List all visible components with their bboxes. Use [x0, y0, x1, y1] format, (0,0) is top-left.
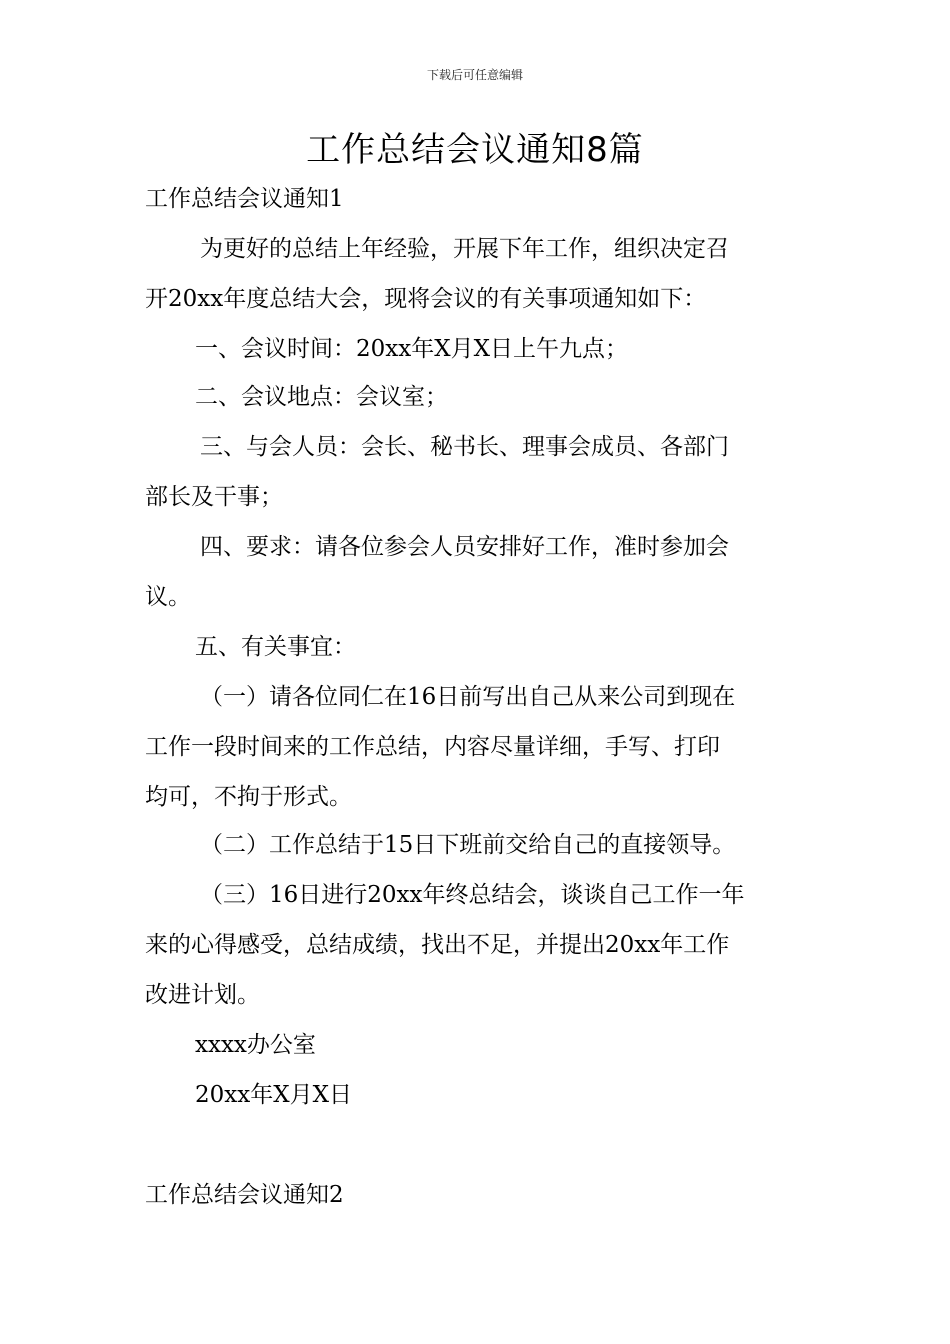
paragraph-line: 改进计划。: [145, 982, 260, 1008]
paragraph-line: 开20xx年度总结大会，现将会议的有关事项通知如下：: [145, 286, 707, 312]
paragraph-line: （一）请各位同仁在16日前写出自己从来公司到现在: [200, 684, 736, 710]
paragraph-line: 均可，不拘于形式。: [145, 784, 352, 810]
paragraph-line: 三、与会人员：会长、秘书长、理事会成员、各部门: [200, 434, 729, 460]
paragraph-line: 二、会议地点：会议室；: [195, 384, 448, 410]
paragraph-line: （三）16日进行20xx年终总结会，谈谈自己工作一年: [200, 882, 745, 908]
section-heading: 工作总结会议通知2: [145, 1182, 344, 1208]
signature-date: 20xx年X月X日: [195, 1082, 352, 1108]
header-note: 下载后可任意编辑: [426, 68, 523, 82]
paragraph-line: 来的心得感受，总结成绩，找出不足，并提出20xx年工作: [145, 932, 730, 958]
section-heading: 工作总结会议通知1: [145, 186, 344, 212]
paragraph-line: 一、会议时间：20xx年X月X日上午九点；: [195, 336, 628, 362]
paragraph-line: 工作一段时间来的工作总结，内容尽量详细，手写、打印: [145, 734, 720, 760]
paragraph-line: 五、有关事宜：: [195, 634, 356, 660]
paragraph-line: 部长及干事；: [145, 484, 283, 510]
paragraph-line: （二）工作总结于15日下班前交给自己的直接领导。: [200, 832, 736, 858]
signature-organization: xxxx办公室: [195, 1032, 316, 1058]
document-title: 工作总结会议通知8篇: [306, 130, 644, 170]
paragraph-line: 为更好的总结上年经验，开展下年工作，组织决定召: [200, 236, 729, 262]
paragraph-line: 四、要求：请各位参会人员安排好工作，准时参加会: [200, 534, 729, 560]
paragraph-line: 议。: [145, 584, 191, 610]
